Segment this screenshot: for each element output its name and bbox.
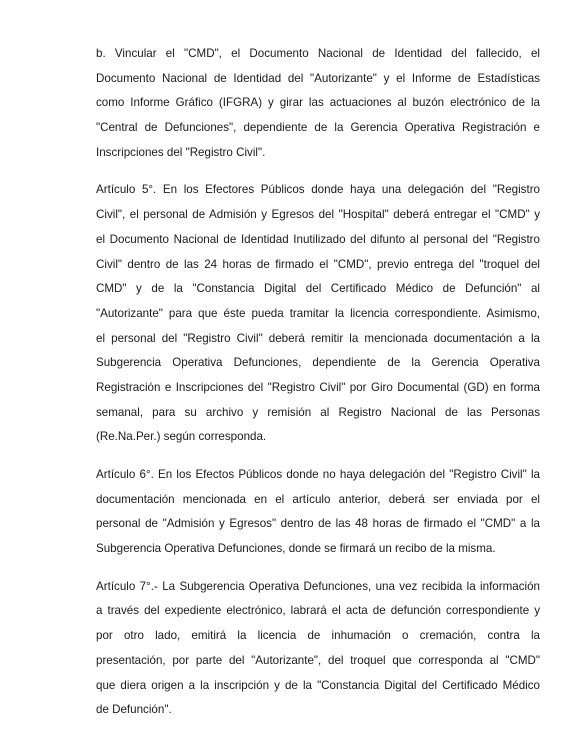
text-line: Artículo 7°.- La Subgerencia Operativa Defunciones, una vez recibida la información [96, 579, 540, 593]
text-line: Artículo 6°. En los Efectos Públicos donde no haya delegación del "Registro Civil" la [96, 468, 540, 481]
text-line: que diera origen a la inscripción y de la "Constancia Digital del Certificado Médico [96, 678, 540, 692]
text-line: como Informe Gráfico (IFGRA) y girar las actuaciones al buzón electrónico de la [96, 96, 540, 110]
paragraph [96, 42, 540, 165]
text-line: Civil" dentro de las 24 horas de firmado el "CMD", previo entrega del "troquel del [96, 257, 540, 271]
text-line: Documento Nacional de Identidad del "Autorizante" y el Informe de Estadísticas [96, 71, 540, 85]
text-line: Subgerencia Operativa Defunciones, dependiente de la Gerencia Operativa [96, 356, 540, 370]
text-line: Subgerencia Operativa Defunciones, donde se firmará un recibo de la misma. [96, 542, 496, 556]
paragraph [96, 575, 540, 723]
text-line: Inscripciones del "Registro Civil". [96, 145, 266, 159]
text-line: b. Vincular el "CMD", el Documento Nacional de Identidad del fallecido, el [96, 47, 540, 60]
text-line: el Documento Nacional de Identidad Inutilizado del difunto al personal del "Registro [96, 232, 540, 246]
text-line: Civil", el personal de Admisión y Egresos del "Hospital" deberá entregar el "CMD" y [96, 208, 540, 222]
text-line: "Central de Defunciones", dependiente de la Gerencia Operativa Registración e [96, 121, 540, 135]
text-line: (Re.Na.Per.) según corresponda. [96, 430, 267, 444]
text-line: documentación mencionada en el artículo anterior, deberá ser enviada por el [96, 492, 540, 506]
text-line: CMD" y de la "Constancia Digital del Certificado Médico de Defunción" al [96, 282, 540, 296]
text-line: a través del expediente electrónico, labrará el acta de defunción correspondiente y [96, 604, 540, 618]
text-line: personal de "Admisión y Egresos" dentro de las 48 horas de firmado el "CMD" a la [96, 517, 540, 531]
paragraph [96, 463, 540, 562]
text-line: semanal, para su archivo y remisión al Registro Nacional de las Personas [96, 405, 540, 419]
text-line: el personal del "Registro Civil" deberá remitir la mencionada documentación a la [96, 331, 540, 345]
text-line: Artículo 5°. En los Efectores Públicos donde haya una delegación del "Registro [96, 183, 540, 197]
text-line: "Autorizante" para que éste pueda tramitar la licencia correspondiente. Asimismo, [96, 306, 540, 320]
text-line: presentación, por parte del "Autorizante", del troquel que corresponda al "CMD" [96, 653, 540, 667]
document-body [96, 42, 540, 736]
text-line: por otro lado, emitirá la licencia de inhumación o cremación, contra la [96, 629, 540, 643]
text-line: de Defunción". [96, 703, 172, 717]
text-line: Registración e Inscripciones del "Registro Civil" por Giro Documental (GD) en forma [96, 380, 540, 394]
paragraph [96, 178, 540, 450]
